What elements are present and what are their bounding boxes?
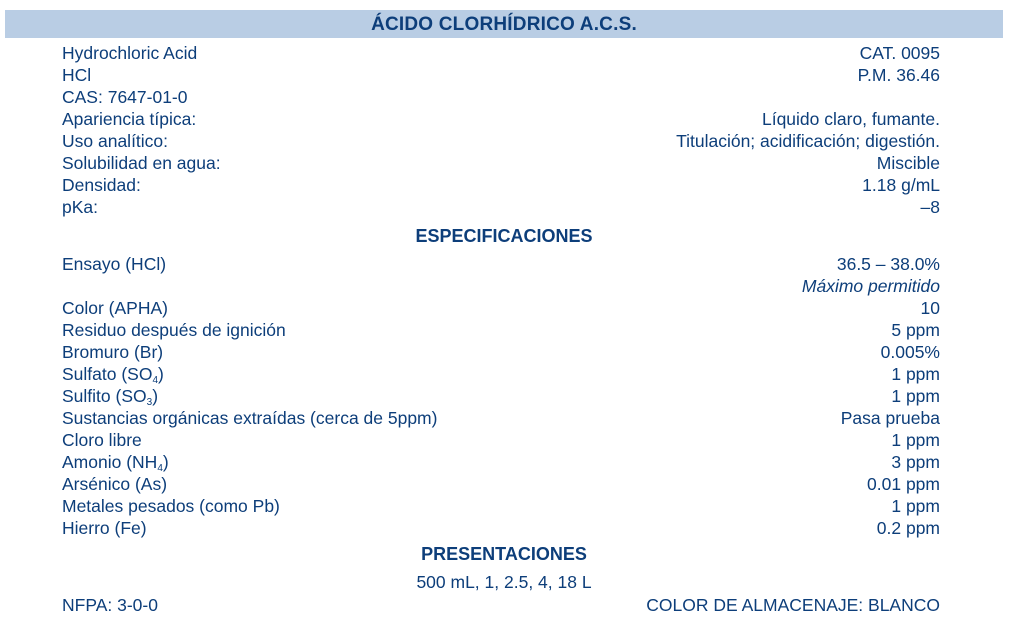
spec-value: 1 ppm — [891, 364, 940, 384]
spec-value: 1 ppm — [891, 430, 940, 450]
max-note-row — [62, 275, 940, 297]
spec-label: Arsénico (As) — [62, 474, 168, 494]
storage-color: COLOR DE ALMACENAJE: BLANCO — [646, 595, 940, 615]
spec-label: Amonio $(NH_4)$ — [62, 452, 169, 474]
chemical-formula: HCl — [62, 65, 92, 85]
spec-row — [62, 517, 940, 539]
property-value: Titulación; acidificación; digestión. — [676, 131, 940, 151]
spec-row — [62, 319, 940, 341]
name-row — [62, 42, 940, 64]
spec-value: 3 ppm — [891, 452, 940, 472]
spec-label: Residuo después de ignición — [62, 320, 286, 340]
spec-value: 10 — [920, 298, 940, 318]
property-row — [62, 152, 940, 174]
spec-label: Cloro libre — [62, 430, 142, 450]
spec-value: 0.005% — [880, 342, 940, 362]
molecular-weight: P.M. 36.46 — [857, 65, 940, 85]
property-row — [62, 108, 940, 130]
formula-row — [62, 64, 940, 86]
property-value: 1.18 g/mL — [862, 175, 940, 195]
spec-label: Metales pesados (como Pb) — [62, 496, 280, 516]
spec-label: Sulfito $(SO_3)$ — [62, 386, 159, 408]
catalog-number: CAT. 0095 — [859, 43, 940, 63]
compound-name: Hydrochloric Acid — [62, 43, 198, 63]
spec-label: Color (APHA) — [62, 298, 168, 318]
max-allowed-note: Máximo permitido — [801, 276, 940, 296]
property-value: Miscible — [876, 153, 940, 173]
property-value: –8 — [920, 197, 940, 217]
spec-value: 1 ppm — [891, 386, 940, 406]
spec-row — [62, 429, 940, 451]
spec-row — [62, 407, 940, 429]
property-row — [62, 196, 940, 218]
title-bar — [5, 10, 1003, 38]
spec-row — [62, 363, 940, 385]
spec-row — [62, 473, 940, 495]
property-label: Apariencia típica: — [62, 109, 197, 129]
assay-value: 36.5 – 38.0% — [836, 254, 940, 274]
presentations-list: 500 mL, 1, 2.5, 4, 18 L — [416, 572, 592, 592]
spec-row — [62, 451, 940, 473]
nfpa-rating: NFPA: 3-0-0 — [62, 595, 158, 615]
spec-label: Bromuro (Br) — [62, 342, 164, 362]
property-label: Solubilidad en agua: — [62, 153, 221, 173]
assay-row — [62, 253, 940, 275]
property-row — [62, 174, 940, 196]
spec-row — [62, 341, 940, 363]
assay-label: Ensayo (HCl) — [62, 254, 167, 274]
property-value: Líquido claro, fumante. — [761, 109, 940, 129]
property-label: Densidad: — [62, 175, 141, 195]
cas-row — [62, 86, 940, 108]
property-label: pKa: — [62, 197, 98, 217]
spec-row — [62, 297, 940, 319]
specs-heading: ESPECIFICACIONES — [415, 226, 593, 246]
spec-row — [62, 495, 940, 517]
spec-label: Sulfato $(SO_4)$ — [62, 364, 164, 386]
spec-row — [62, 385, 940, 407]
property-label: Uso analítico: — [62, 131, 169, 151]
spec-value: 5 ppm — [891, 320, 940, 340]
footer-row — [62, 594, 940, 616]
property-row — [62, 130, 940, 152]
spec-label: Sustancias orgánicas extraídas (cerca de 5ppm) — [62, 408, 438, 428]
cas-number: CAS: 7647-01-0 — [62, 87, 188, 107]
presentations-heading: PRESENTACIONES — [421, 544, 587, 564]
spec-value: 1 ppm — [891, 496, 940, 516]
spec-value: 0.2 ppm — [876, 518, 940, 538]
spec-label: Hierro (Fe) — [62, 518, 147, 538]
spec-value: 0.01 ppm — [867, 474, 940, 494]
page-title: ÁCIDO CLORHÍDRICO A.C.S. — [371, 14, 637, 35]
spec-value: Pasa prueba — [840, 408, 940, 428]
